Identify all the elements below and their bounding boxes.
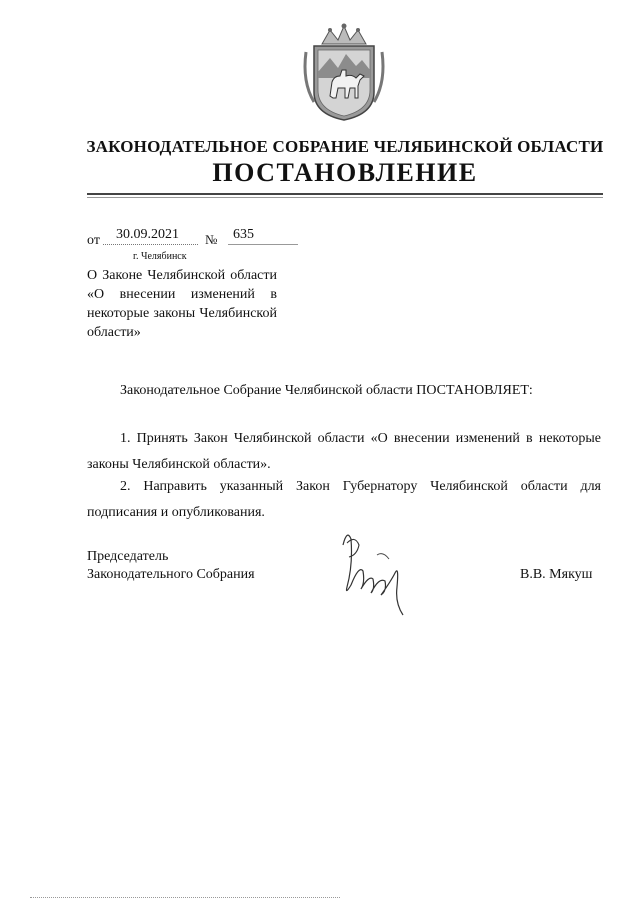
signatory-title-line-1: Председатель (87, 549, 169, 564)
resolution-item-1: 1. Принять Закон Челябинской области «О внесении изменений в некоторые законы Челябинской области». (87, 431, 601, 472)
document-type-title: ПОСТАНОВЛЕНИЕ (212, 158, 478, 187)
number-label: № (205, 232, 218, 247)
document-number: 635 (233, 227, 254, 242)
resolution-preamble: Законодательное Собрание Челябинской области ПОСТАНОВЛЯЕТ: (120, 383, 533, 398)
date-underline (103, 244, 198, 245)
document-subject: О Законе Челябинской области «О внесении изменений в некоторые законы Челябинской области» (87, 268, 277, 340)
signatory-title (87, 548, 255, 584)
date-prefix-label: от (87, 233, 100, 248)
document-date: 30.09.2021 (116, 227, 179, 242)
signatory-title-line-2: Законодательного Собрания (87, 567, 255, 582)
coat-of-arms-emblem (300, 22, 388, 122)
footer-rule (30, 897, 340, 898)
organization-name: ЗАКОНОДАТЕЛЬНОЕ СОБРАНИЕ ЧЕЛЯБИНСКОЙ ОБЛАСТИ (86, 137, 604, 156)
signatory-name: В.В. Мякуш (520, 567, 593, 582)
header-rule (87, 193, 603, 195)
header-rule-thin (87, 197, 603, 198)
resolution-item-2: 2. Направить указанный Закон Губернатору Челябинской области для подписания и опубликования. (87, 479, 601, 520)
handwritten-signature (333, 525, 413, 620)
number-underline (228, 244, 298, 245)
city-label: г. Челябинск (133, 251, 187, 262)
